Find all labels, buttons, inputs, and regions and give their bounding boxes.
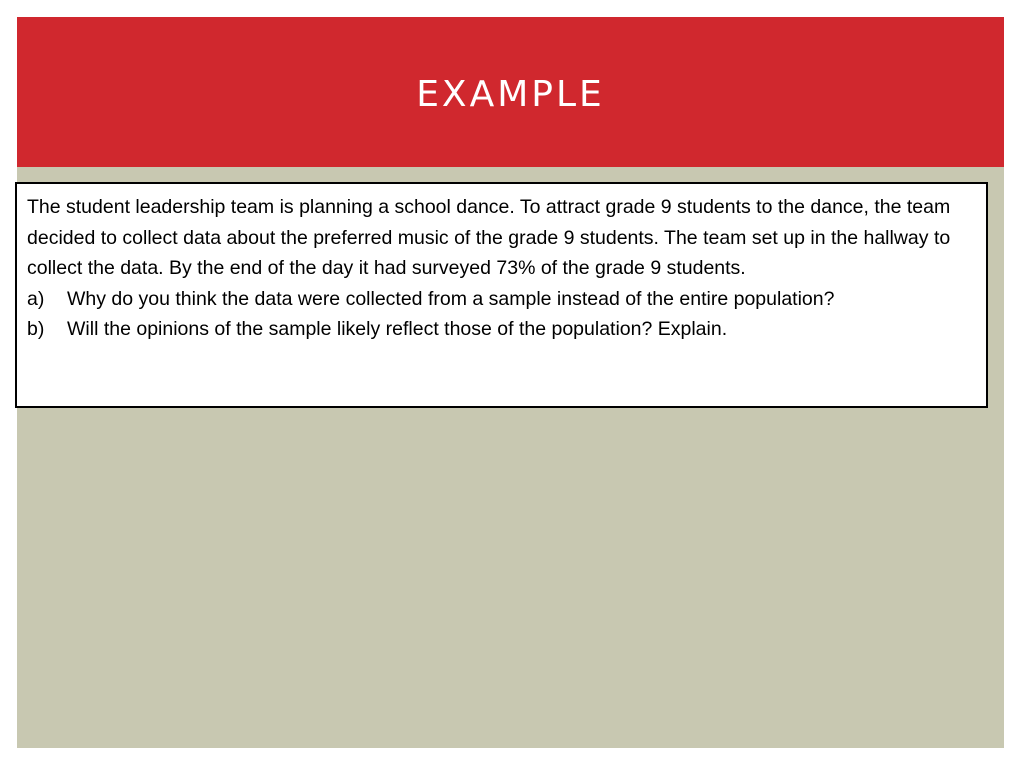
question-a-text: Why do you think the data were collected from a sample instead of the entire population? [67, 287, 835, 310]
question-b-text: Will the opinions of the sample likely reflect those of the population? Explain. [67, 318, 728, 340]
title-bar [17, 17, 1004, 167]
question-b-marker: b) [27, 318, 45, 340]
question-list [27, 284, 976, 345]
content-box [15, 182, 988, 408]
intro-paragraph: The student leadership team is planning a school dance. To attract grade 9 students to the dance, the team decided to collect data about the preferred music of the grade 9 students. The team set up in the hallway to collect the data. By the end of the day it had surveyed 73% of the grade 9 students. [27, 196, 951, 279]
question-a [27, 284, 976, 315]
question-a-marker: a) [27, 287, 45, 310]
question-b [27, 314, 976, 345]
slide-title: EXAMPLE [416, 73, 605, 115]
